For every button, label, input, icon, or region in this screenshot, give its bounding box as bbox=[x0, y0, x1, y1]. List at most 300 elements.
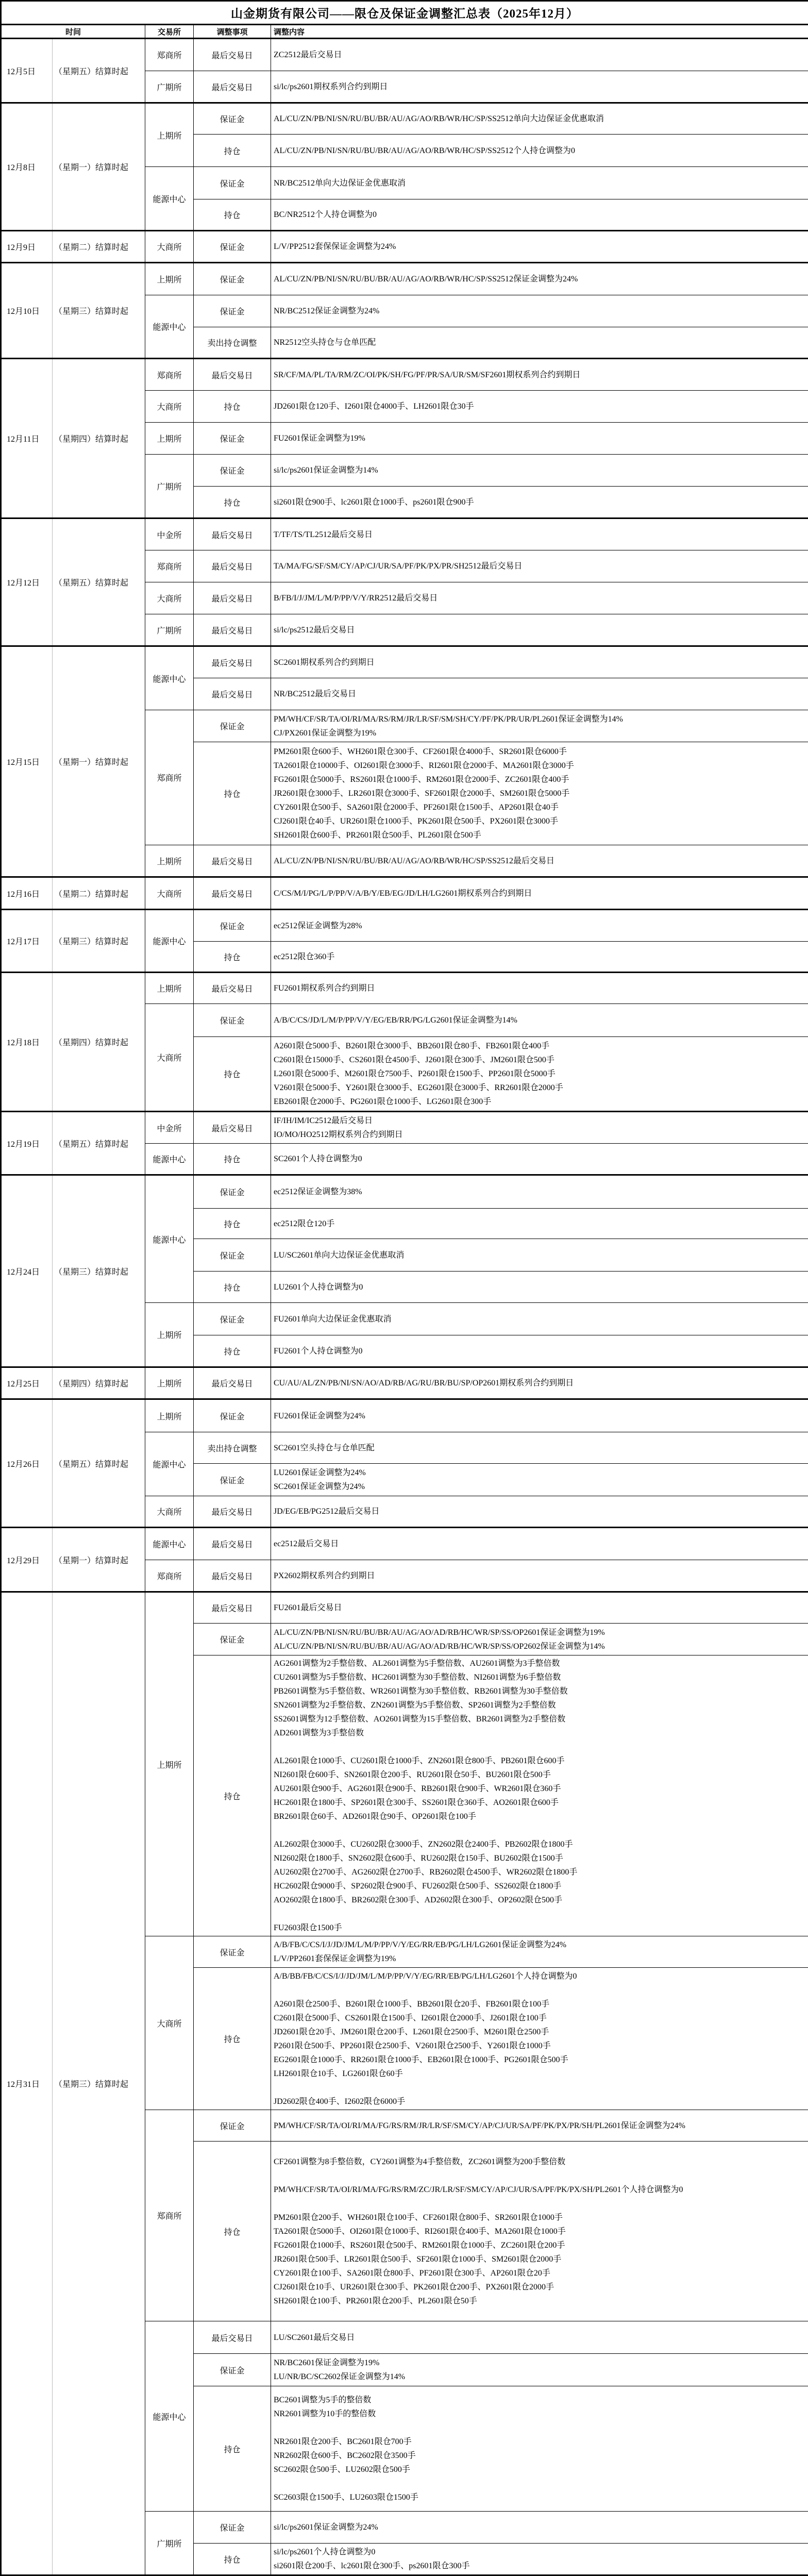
table-row bbox=[1, 1399, 808, 1432]
adjust-content-cell bbox=[271, 2142, 808, 2321]
column-header-time: 时间 bbox=[1, 25, 145, 39]
content-line: TA2601限仓10000手、OI2601限仓3000手、RI2601限仓2000手、MA2601限仓3000手 bbox=[274, 759, 806, 773]
adjust-content-cell bbox=[271, 1655, 808, 1936]
weekday-note-cell: （星期四）结算时起 bbox=[53, 1367, 145, 1399]
date-cell: 12月19日 bbox=[1, 1112, 53, 1175]
adjust-item-cell: 持仓 bbox=[194, 199, 271, 231]
exchange-cell: 大商所 bbox=[145, 1936, 194, 2110]
adjust-content-cell bbox=[271, 2544, 808, 2575]
exchange-cell: 能源中心 bbox=[145, 295, 194, 359]
content-line: FU2601最后交易日 bbox=[274, 1601, 806, 1615]
table-row bbox=[1, 518, 808, 550]
date-cell: 12月16日 bbox=[1, 877, 53, 910]
page-title: 山金期货有限公司——限仓及保证金调整汇总表（2025年12月） bbox=[1, 1, 808, 25]
adjust-content-cell bbox=[271, 1144, 808, 1175]
content-line: AU2602限仓2700手、AG2602限仓2700手、RB2602限仓4500手、WR2602限仓1800手 bbox=[274, 1865, 806, 1879]
content-line: ec2512限仓120手 bbox=[274, 1217, 806, 1231]
content-line: SC2601期权系列合约到期日 bbox=[274, 656, 806, 670]
exchange-cell: 郑商所 bbox=[145, 1560, 194, 1592]
table-row bbox=[1, 1528, 808, 1560]
date-cell: 12月17日 bbox=[1, 910, 53, 973]
adjust-item-cell: 最后交易日 bbox=[194, 1112, 271, 1144]
exchange-cell: 能源中心 bbox=[145, 646, 194, 710]
content-line: FU2601保证金调整为19% bbox=[274, 431, 806, 445]
content-line: LU2601保证金调整为24% bbox=[274, 1466, 806, 1480]
content-line: NI2602限仓1800手、SN2602限仓600手、RU2602限仓150手、BU2602限仓1500手 bbox=[274, 1851, 806, 1865]
exchange-cell: 能源中心 bbox=[145, 1144, 194, 1175]
adjust-item-cell: 最后交易日 bbox=[194, 1367, 271, 1399]
content-line: CY2601限仓100手、SA2601限仓800手、PF2601限仓300手、AP2601限仓20手 bbox=[274, 2266, 806, 2280]
adjust-content-cell bbox=[271, 2512, 808, 2544]
date-cell: 12月11日 bbox=[1, 359, 53, 518]
adjust-content-cell bbox=[271, 973, 808, 1004]
content-line: AL/CU/ZN/PB/NI/SN/RU/BU/BR/AU/AG/AO/RB/WR/HC/SP/SS2512保证金调整为24% bbox=[274, 272, 806, 286]
date-cell: 12月15日 bbox=[1, 646, 53, 877]
content-line: SC2601保证金调整为24% bbox=[274, 1480, 806, 1494]
adjust-content-cell bbox=[271, 199, 808, 231]
exchange-cell: 大商所 bbox=[145, 1004, 194, 1112]
content-line: LH2601限仓10手、LG2601限仓60手 bbox=[274, 2067, 806, 2081]
exchange-cell: 上期所 bbox=[145, 973, 194, 1004]
adjust-content-cell bbox=[271, 455, 808, 487]
column-header-content: 调整内容 bbox=[271, 25, 808, 39]
content-line: JD/EG/EB/PG2512最后交易日 bbox=[274, 1504, 806, 1518]
exchange-cell: 郑商所 bbox=[145, 710, 194, 845]
column-header-exchange: 交易所 bbox=[145, 25, 194, 39]
content-line: PM2601限仓600手、WH2601限仓300手、CF2601限仓4000手、SR2601限仓6000手 bbox=[274, 745, 806, 759]
adjust-content-cell bbox=[271, 1968, 808, 2110]
title-row bbox=[1, 1, 808, 25]
adjust-item-cell: 保证金 bbox=[194, 1624, 271, 1655]
content-line: V2601限仓5000手、Y2601限仓3000手、EG2601限仓3000手、RR2601限仓2000手 bbox=[274, 1081, 806, 1095]
content-line: ec2512限仓360手 bbox=[274, 950, 806, 964]
content-line: IF/IH/IM/IC2512最后交易日 bbox=[274, 1114, 806, 1128]
adjust-content-cell bbox=[271, 103, 808, 135]
content-line: NR/BC2512单向大边保证金优惠取消 bbox=[274, 176, 806, 190]
adjust-item-cell: 保证金 bbox=[194, 1004, 271, 1037]
content-line: LU/SC2601单向大边保证金优惠取消 bbox=[274, 1248, 806, 1262]
exchange-cell: 大商所 bbox=[145, 1496, 194, 1528]
adjust-item-cell: 卖出持仓调整 bbox=[194, 1432, 271, 1464]
weekday-note-cell: （星期五）结算时起 bbox=[53, 1399, 145, 1528]
exchange-cell: 大商所 bbox=[145, 877, 194, 910]
content-line: PM/WH/CF/SR/TA/OI/RI/MA/FG/RS/RM/JR/LR/SF/SM/CY/AP/CJ/UR/SA/PF/PK/PX/PR/SH/PL2601保证金调整为24% bbox=[274, 2119, 806, 2133]
exchange-cell: 上期所 bbox=[145, 423, 194, 455]
adjust-item-cell: 持仓 bbox=[194, 2386, 271, 2512]
adjust-content-cell bbox=[271, 614, 808, 646]
content-line: L/V/PP2601套保保证金调整为19% bbox=[274, 1952, 806, 1966]
content-line: AL/CU/ZN/PB/NI/SN/RU/BU/BR/AU/AG/AO/RB/WR/HC/SP/SS2512单向大边保证金优惠取消 bbox=[274, 112, 806, 126]
adjust-item-cell: 保证金 bbox=[194, 2354, 271, 2386]
content-line: NR2602限仓600手、BC2602限仓3500手 bbox=[274, 2449, 806, 2463]
date-cell: 12月9日 bbox=[1, 231, 53, 263]
adjust-item-cell: 保证金 bbox=[194, 910, 271, 942]
content-line: CJ2601限仓40手、UR2601限仓1000手、PK2601限仓500手、PX2601限仓3000手 bbox=[274, 814, 806, 828]
adjust-item-cell: 持仓 bbox=[194, 1655, 271, 1936]
content-line: FU2601单向大边保证金优惠取消 bbox=[274, 1312, 806, 1326]
content-line bbox=[274, 2421, 806, 2435]
weekday-note-cell: （星期三）结算时起 bbox=[53, 263, 145, 359]
content-line: C/CS/M/I/PG/L/P/PP/V/A/B/Y/EB/EG/JD/LH/LG2601期权系列合约到期日 bbox=[274, 886, 806, 900]
schedule-table-body bbox=[1, 39, 808, 2575]
adjust-content-cell bbox=[271, 646, 808, 678]
content-line: AL/CU/ZN/PB/NI/SN/RU/BU/BR/AU/AG/AO/RB/WR/HC/SP/SS2512个人持仓调整为0 bbox=[274, 144, 806, 158]
adjust-item-cell: 最后交易日 bbox=[194, 550, 271, 582]
content-line: A2601限仓2500手、B2601限仓1000手、BB2601限仓20手、FB2601限仓100手 bbox=[274, 1997, 806, 2011]
weekday-note-cell: （星期三）结算时起 bbox=[53, 1592, 145, 2575]
content-line: PX2602期权系列合约到期日 bbox=[274, 1569, 806, 1583]
adjust-content-cell bbox=[271, 2386, 808, 2512]
adjust-item-cell: 保证金 bbox=[194, 455, 271, 487]
adjust-item-cell: 最后交易日 bbox=[194, 71, 271, 103]
content-line: FU2601个人持仓调整为0 bbox=[274, 1344, 806, 1358]
adjust-item-cell: 最后交易日 bbox=[194, 39, 271, 71]
weekday-note-cell: （星期五）结算时起 bbox=[53, 39, 145, 103]
content-line: CF2601调整为8手整倍数，CY2601调整为4手整倍数，ZC2601调整为200手整倍数 bbox=[274, 2155, 806, 2169]
table-head bbox=[1, 1, 808, 39]
adjust-content-cell bbox=[271, 2321, 808, 2354]
content-line: NR2512空头持仓与仓单匹配 bbox=[274, 336, 806, 349]
exchange-cell: 能源中心 bbox=[145, 1175, 194, 1303]
content-line: A2601限仓5000手、B2601限仓3000手、BB2601限仓80手、FB2601限仓400手 bbox=[274, 1039, 806, 1053]
adjust-item-cell: 保证金 bbox=[194, 1399, 271, 1432]
content-line: A/B/BB/FB/C/CS/I/J/JD/JM/L/M/P/PP/V/Y/EG/RR/EB/PG/LH/LG2601个人持仓调整为0 bbox=[274, 1969, 806, 1983]
adjust-content-cell bbox=[271, 877, 808, 910]
content-line: si/lc/ps2601期权系列合约到期日 bbox=[274, 80, 806, 94]
content-line: SS2601调整为12手整倍数、AO2601调整为15手整倍数、BR2601调整为2手整倍数 bbox=[274, 1712, 806, 1726]
adjust-content-cell bbox=[271, 742, 808, 845]
adjust-content-cell bbox=[271, 518, 808, 550]
content-line: JR2601限仓3000手、LR2601限仓3000手、SF2601限仓2000手、SM2601限仓5000手 bbox=[274, 787, 806, 800]
date-cell: 12月18日 bbox=[1, 973, 53, 1112]
adjust-item-cell: 持仓 bbox=[194, 135, 271, 167]
adjust-item-cell: 保证金 bbox=[194, 1303, 271, 1335]
content-line: SN2601调整为2手整倍数、ZN2601调整为5手整倍数、SP2601调整为2手整倍数 bbox=[274, 1698, 806, 1712]
content-line: BC/NR2512个人持仓调整为0 bbox=[274, 208, 806, 222]
adjust-item-cell: 持仓 bbox=[194, 1335, 271, 1367]
content-line: T/TF/TS/TL2512最后交易日 bbox=[274, 528, 806, 542]
content-line: LU/SC2601最后交易日 bbox=[274, 2331, 806, 2345]
table-row bbox=[1, 359, 808, 391]
adjust-content-cell bbox=[271, 1936, 808, 1968]
exchange-cell: 郑商所 bbox=[145, 2110, 194, 2321]
content-line: NR2601限仓200手、BC2601限仓700手 bbox=[274, 2435, 806, 2449]
content-line: HC2601限仓1800手、SP2601限仓300手、SS2601限仓360手、AO2601限仓600手 bbox=[274, 1796, 806, 1810]
exchange-cell: 中金所 bbox=[145, 1112, 194, 1144]
table-row bbox=[1, 973, 808, 1004]
content-line: FU2601保证金调整为24% bbox=[274, 1409, 806, 1423]
content-line: si/lc/ps2601个人持仓调整为0 bbox=[274, 2545, 806, 2559]
adjust-item-cell: 持仓 bbox=[194, 1272, 271, 1303]
column-header-item: 调整事项 bbox=[194, 25, 271, 39]
adjust-item-cell: 最后交易日 bbox=[194, 614, 271, 646]
adjust-content-cell bbox=[271, 487, 808, 518]
content-line: CJ/PX2601保证金调整为19% bbox=[274, 726, 806, 740]
column-header-row bbox=[1, 25, 808, 39]
content-line: EG2601限仓1000手、RR2601限仓1000手、EB2601限仓1000手、PG2601限仓500手 bbox=[274, 2053, 806, 2067]
weekday-note-cell: （星期三）结算时起 bbox=[53, 910, 145, 973]
exchange-cell: 能源中心 bbox=[145, 2321, 194, 2512]
adjust-content-cell bbox=[271, 550, 808, 582]
adjust-content-cell bbox=[271, 942, 808, 973]
adjust-content-cell bbox=[271, 359, 808, 391]
content-line: si/lc/ps2512最后交易日 bbox=[274, 623, 806, 637]
content-line bbox=[274, 1907, 806, 1921]
exchange-cell: 郑商所 bbox=[145, 39, 194, 71]
weekday-note-cell: （星期五）结算时起 bbox=[53, 1112, 145, 1175]
content-line: PM/WH/CF/SR/TA/OI/RI/MA/FG/RS/RM/ZC/JR/LR/SF/SM/CY/AP/CJ/UR/SA/PF/PK/PX/SH/PL2601个人持仓调整为0 bbox=[274, 2183, 806, 2197]
exchange-cell: 上期所 bbox=[145, 263, 194, 295]
exchange-cell: 能源中心 bbox=[145, 1432, 194, 1496]
content-line: L/V/PP2512套保保证金调整为24% bbox=[274, 240, 806, 254]
content-line: BC2601调整为5手的整倍数 bbox=[274, 2393, 806, 2407]
adjust-content-cell bbox=[271, 327, 808, 359]
adjust-item-cell: 最后交易日 bbox=[194, 582, 271, 614]
adjust-content-cell bbox=[271, 1432, 808, 1464]
adjust-content-cell bbox=[271, 1303, 808, 1335]
table-row bbox=[1, 646, 808, 678]
adjust-content-cell bbox=[271, 1560, 808, 1592]
content-line: PB2601调整为5手整倍数、WR2601调整为30手整倍数、RB2601调整为30手整倍数 bbox=[274, 1684, 806, 1698]
content-line bbox=[274, 2081, 806, 2095]
adjust-content-cell bbox=[271, 845, 808, 877]
weekday-note-cell: （星期五）结算时起 bbox=[53, 518, 145, 646]
exchange-cell: 上期所 bbox=[145, 1592, 194, 1936]
content-line: CU/AU/AL/ZN/PB/NI/SN/AO/AD/RB/AG/RU/BR/BU/SP/OP2601期权系列合约到期日 bbox=[274, 1376, 806, 1390]
content-line: SC2601空头持仓与仓单匹配 bbox=[274, 1441, 806, 1455]
exchange-cell: 郑商所 bbox=[145, 359, 194, 391]
adjust-item-cell: 保证金 bbox=[194, 1464, 271, 1496]
adjust-item-cell: 保证金 bbox=[194, 103, 271, 135]
exchange-cell: 大商所 bbox=[145, 391, 194, 423]
exchange-cell: 大商所 bbox=[145, 582, 194, 614]
content-line: C2601限仓5000手、CS2601限仓1500手、I2601限仓2000手、J2601限仓100手 bbox=[274, 2011, 806, 2025]
date-cell: 12月8日 bbox=[1, 103, 53, 231]
exchange-cell: 上期所 bbox=[145, 103, 194, 167]
adjust-content-cell bbox=[271, 1624, 808, 1655]
adjust-item-cell: 最后交易日 bbox=[194, 1496, 271, 1528]
adjust-item-cell: 持仓 bbox=[194, 1037, 271, 1112]
date-cell: 12月5日 bbox=[1, 39, 53, 103]
weekday-note-cell: （星期二）结算时起 bbox=[53, 877, 145, 910]
adjust-content-cell bbox=[271, 71, 808, 103]
adjust-item-cell: 持仓 bbox=[194, 1209, 271, 1239]
weekday-note-cell: （星期一）结算时起 bbox=[53, 1528, 145, 1592]
content-line: AL/CU/ZN/PB/NI/SN/RU/BU/BR/AU/AG/AO/AD/RB/HC/WR/SP/SS/OP2601保证金调整为19% bbox=[274, 1626, 806, 1640]
adjust-content-cell bbox=[271, 391, 808, 423]
table-row bbox=[1, 1592, 808, 1624]
date-cell: 12月31日 bbox=[1, 1592, 53, 2575]
adjust-item-cell: 最后交易日 bbox=[194, 518, 271, 550]
adjust-item-cell: 最后交易日 bbox=[194, 678, 271, 710]
table-row bbox=[1, 1175, 808, 1209]
weekday-note-cell: （星期二）结算时起 bbox=[53, 231, 145, 263]
table-row bbox=[1, 1112, 808, 1144]
content-line: LU2601个人持仓调整为0 bbox=[274, 1280, 806, 1294]
content-line: NR/BC2512保证金调整为24% bbox=[274, 304, 806, 318]
content-line: B/FB/I/J/JM/L/M/P/PP/V/Y/RR2512最后交易日 bbox=[274, 591, 806, 605]
content-line bbox=[274, 1983, 806, 1997]
content-line: A/B/C/CS/JD/L/M/P/PP/V/Y/EG/EB/RR/PG/LG2601保证金调整为14% bbox=[274, 1013, 806, 1027]
adjust-item-cell: 最后交易日 bbox=[194, 973, 271, 1004]
content-line: AG2601调整为2手整倍数、AL2601调整为5手整倍数、AU2601调整为3手整倍数 bbox=[274, 1657, 806, 1670]
content-line: PM2601限仓200手、WH2601限仓100手、CF2601限仓800手、SR2601限仓1000手 bbox=[274, 2211, 806, 2224]
content-line: A/B/FB/C/CS/I/J/JD/JM/L/M/P/PP/V/Y/EG/RR/EB/PG/LH/LG2601保证金调整为24% bbox=[274, 1938, 806, 1952]
adjust-content-cell bbox=[271, 423, 808, 455]
content-line: AU2601限仓900手、AG2601限仓900手、RB2601限仓900手、WR2601限仓360手 bbox=[274, 1782, 806, 1796]
adjust-item-cell: 保证金 bbox=[194, 710, 271, 742]
exchange-cell: 上期所 bbox=[145, 1303, 194, 1367]
adjust-content-cell bbox=[271, 1528, 808, 1560]
content-line: AO2602限仓1800手、BR2602限仓300手、AD2602限仓300手、OP2602限仓500手 bbox=[274, 1893, 806, 1907]
adjust-content-cell bbox=[271, 1004, 808, 1037]
date-cell: 12月24日 bbox=[1, 1175, 53, 1367]
adjust-content-cell bbox=[271, 231, 808, 263]
table-row bbox=[1, 910, 808, 942]
exchange-cell: 大商所 bbox=[145, 231, 194, 263]
adjust-item-cell: 持仓 bbox=[194, 742, 271, 845]
content-line: FG2601限仓5000手、RS2601限仓1000手、RM2601限仓2000手、ZC2601限仓400手 bbox=[274, 773, 806, 787]
content-line: si2601限仓900手、lc2601限仓1000手、ps2601限仓900手 bbox=[274, 495, 806, 509]
content-line: HC2602限仓9000手、SP2602限仓900手、FU2602限仓500手、SS2602限仓1800手 bbox=[274, 1879, 806, 1893]
content-line: CU2601调整为5手整倍数、HC2601调整为30手整倍数、NI2601调整为6手整倍数 bbox=[274, 1670, 806, 1684]
adjust-item-cell: 保证金 bbox=[194, 295, 271, 327]
adjust-item-cell: 持仓 bbox=[194, 1144, 271, 1175]
adjust-content-cell bbox=[271, 1239, 808, 1272]
weekday-note-cell: （星期四）结算时起 bbox=[53, 973, 145, 1112]
table-row bbox=[1, 231, 808, 263]
adjust-item-cell: 保证金 bbox=[194, 423, 271, 455]
content-line: SC2601个人持仓调整为0 bbox=[274, 1152, 806, 1166]
exchange-cell: 郑商所 bbox=[145, 550, 194, 582]
exchange-cell: 广期所 bbox=[145, 614, 194, 646]
adjust-content-cell bbox=[271, 1367, 808, 1399]
content-line: JD2601限仓20手、JM2601限仓200手、L2601限仓2500手、M2601限仓2500手 bbox=[274, 2025, 806, 2039]
content-line: CY2601限仓500手、SA2601限仓2000手、PF2601限仓1500手、AP2601限仓40手 bbox=[274, 800, 806, 814]
adjust-content-cell bbox=[271, 1037, 808, 1112]
adjust-item-cell: 持仓 bbox=[194, 487, 271, 518]
content-line: L2601限仓5000手、M2601限仓7500手、P2601限仓1500手、PP2601限仓5000手 bbox=[274, 1067, 806, 1081]
content-line: JR2601限仓500手、LR2601限仓500手、SF2601限仓1000手、SM2601限仓2000手 bbox=[274, 2252, 806, 2266]
content-line: JD2601限仓120手、I2601限仓4000手、LH2601限仓30手 bbox=[274, 399, 806, 413]
adjust-item-cell: 卖出持仓调整 bbox=[194, 327, 271, 359]
adjust-item-cell: 持仓 bbox=[194, 2544, 271, 2575]
content-line: IO/MO/HO2512期权系列合约到期日 bbox=[274, 1128, 806, 1142]
content-line bbox=[274, 1740, 806, 1754]
adjust-content-cell bbox=[271, 582, 808, 614]
adjust-content-cell bbox=[271, 135, 808, 167]
content-line: SH2601限仓600手、PR2601限仓500手、PL2601限仓500手 bbox=[274, 828, 806, 842]
content-line: ec2512保证金调整为38% bbox=[274, 1185, 806, 1199]
date-cell: 12月26日 bbox=[1, 1399, 53, 1528]
content-line: AL/CU/ZN/PB/NI/SN/RU/BU/BR/AU/AG/AO/RB/WR/HC/SP/SS2512最后交易日 bbox=[274, 854, 806, 868]
adjust-content-cell bbox=[271, 710, 808, 742]
adjust-content-cell bbox=[271, 39, 808, 71]
content-line: si/lc/ps2601保证金调整为14% bbox=[274, 463, 806, 477]
table-row bbox=[1, 877, 808, 910]
adjust-content-cell bbox=[271, 1464, 808, 1496]
adjust-item-cell: 最后交易日 bbox=[194, 1560, 271, 1592]
adjust-item-cell: 保证金 bbox=[194, 1936, 271, 1968]
adjust-item-cell: 最后交易日 bbox=[194, 1528, 271, 1560]
exchange-cell: 上期所 bbox=[145, 1367, 194, 1399]
adjust-item-cell: 保证金 bbox=[194, 263, 271, 295]
adjust-content-cell bbox=[271, 1209, 808, 1239]
content-line: AL2601限仓1000手、CU2601限仓1000手、ZN2601限仓800手、PB2601限仓600手 bbox=[274, 1754, 806, 1768]
content-line: NR/BC2512最后交易日 bbox=[274, 687, 806, 701]
date-cell: 12月12日 bbox=[1, 518, 53, 646]
content-line bbox=[274, 2477, 806, 2490]
content-line bbox=[274, 2197, 806, 2211]
adjust-item-cell: 持仓 bbox=[194, 2142, 271, 2321]
adjust-content-cell bbox=[271, 678, 808, 710]
table-row bbox=[1, 263, 808, 295]
content-line: AL2602限仓3000手、CU2602限仓3000手、ZN2602限仓2400手、PB2602限仓1800手 bbox=[274, 1837, 806, 1851]
adjust-item-cell: 持仓 bbox=[194, 942, 271, 973]
adjust-content-cell bbox=[271, 1175, 808, 1209]
content-line: FU2601期权系列合约到期日 bbox=[274, 981, 806, 995]
content-line: FG2601限仓1000手、RS2601限仓500手、RM2601限仓1000手、ZC2601限仓200手 bbox=[274, 2238, 806, 2252]
adjust-item-cell: 持仓 bbox=[194, 1968, 271, 2110]
content-line: TA2601限仓5000手、OI2601限仓1000手、RI2601限仓400手、MA2601限仓1000手 bbox=[274, 2224, 806, 2238]
weekday-note-cell: （星期一）结算时起 bbox=[53, 646, 145, 877]
content-line: TA/MA/FG/SF/SM/CY/AP/CJ/UR/SA/PF/PK/PX/PR/SH2512最后交易日 bbox=[274, 559, 806, 573]
content-line: AD2601调整为3手整倍数 bbox=[274, 1726, 806, 1740]
content-line bbox=[274, 1824, 806, 1837]
adjust-item-cell: 保证金 bbox=[194, 167, 271, 199]
adjust-content-cell bbox=[271, 1272, 808, 1303]
adjust-content-cell bbox=[271, 2110, 808, 2142]
date-cell: 12月10日 bbox=[1, 263, 53, 359]
content-line: FU2603限仓1500手 bbox=[274, 1921, 806, 1935]
content-line: BR2601限仓60手、AD2601限仓90手、OP2601限仓100手 bbox=[274, 1810, 806, 1824]
adjust-content-cell bbox=[271, 1112, 808, 1144]
content-line: PM/WH/CF/SR/TA/OI/RI/MA/RS/RM/JR/LR/SF/SM/SH/CY/PF/PK/PR/UR/PL2601保证金调整为14% bbox=[274, 712, 806, 726]
exchange-cell: 能源中心 bbox=[145, 910, 194, 973]
adjust-content-cell bbox=[271, 1496, 808, 1528]
exchange-cell: 广期所 bbox=[145, 455, 194, 518]
content-line: ec2512保证金调整为28% bbox=[274, 919, 806, 933]
content-line: ZC2512最后交易日 bbox=[274, 48, 806, 62]
adjust-content-cell bbox=[271, 2354, 808, 2386]
adjust-item-cell: 最后交易日 bbox=[194, 646, 271, 678]
content-line: SC2602限仓500手、LU2602限仓500手 bbox=[274, 2463, 806, 2477]
adjust-content-cell bbox=[271, 295, 808, 327]
adjust-content-cell bbox=[271, 1399, 808, 1432]
exchange-cell: 能源中心 bbox=[145, 167, 194, 231]
content-line: CJ2601限仓10手、UR2601限仓300手、PK2601限仓200手、PX2601限仓2000手 bbox=[274, 2280, 806, 2294]
content-line: NR/BC2601保证金调整为19% bbox=[274, 2356, 806, 2370]
exchange-cell: 上期所 bbox=[145, 845, 194, 877]
exchange-cell: 广期所 bbox=[145, 71, 194, 103]
table-row bbox=[1, 103, 808, 135]
content-line: NI2601限仓600手、SN2601限仓200手、RU2601限仓50手、BU2601限仓500手 bbox=[274, 1768, 806, 1782]
table-row bbox=[1, 39, 808, 71]
date-cell: 12月25日 bbox=[1, 1367, 53, 1399]
exchange-cell: 中金所 bbox=[145, 518, 194, 550]
content-line: ec2512最后交易日 bbox=[274, 1537, 806, 1551]
exchange-cell: 广期所 bbox=[145, 2512, 194, 2575]
content-line: LU/NR/BC/SC2602保证金调整为14% bbox=[274, 2370, 806, 2384]
content-line: si/lc/ps2601保证金调整为24% bbox=[274, 2520, 806, 2534]
content-line: SH2601限仓100手、PR2601限仓200手、PL2601限仓50手 bbox=[274, 2294, 806, 2308]
content-line: JD2602限仓400手、I2602限仓6000手 bbox=[274, 2095, 806, 2109]
content-line: SR/CF/MA/PL/TA/RM/ZC/OI/PK/SH/FG/PF/PR/SA/UR/SM/SF2601期权系列合约到期日 bbox=[274, 368, 806, 382]
content-line: AL/CU/ZN/PB/NI/SN/RU/BU/BR/AU/AG/AO/AD/RB/HC/WR/SP/SS/OP2602保证金调整为14% bbox=[274, 1640, 806, 1653]
content-line: si2601限仓200手、lc2601限仓300手、ps2601限仓300手 bbox=[274, 2559, 806, 2573]
adjust-item-cell: 最后交易日 bbox=[194, 1592, 271, 1624]
adjust-item-cell: 最后交易日 bbox=[194, 845, 271, 877]
